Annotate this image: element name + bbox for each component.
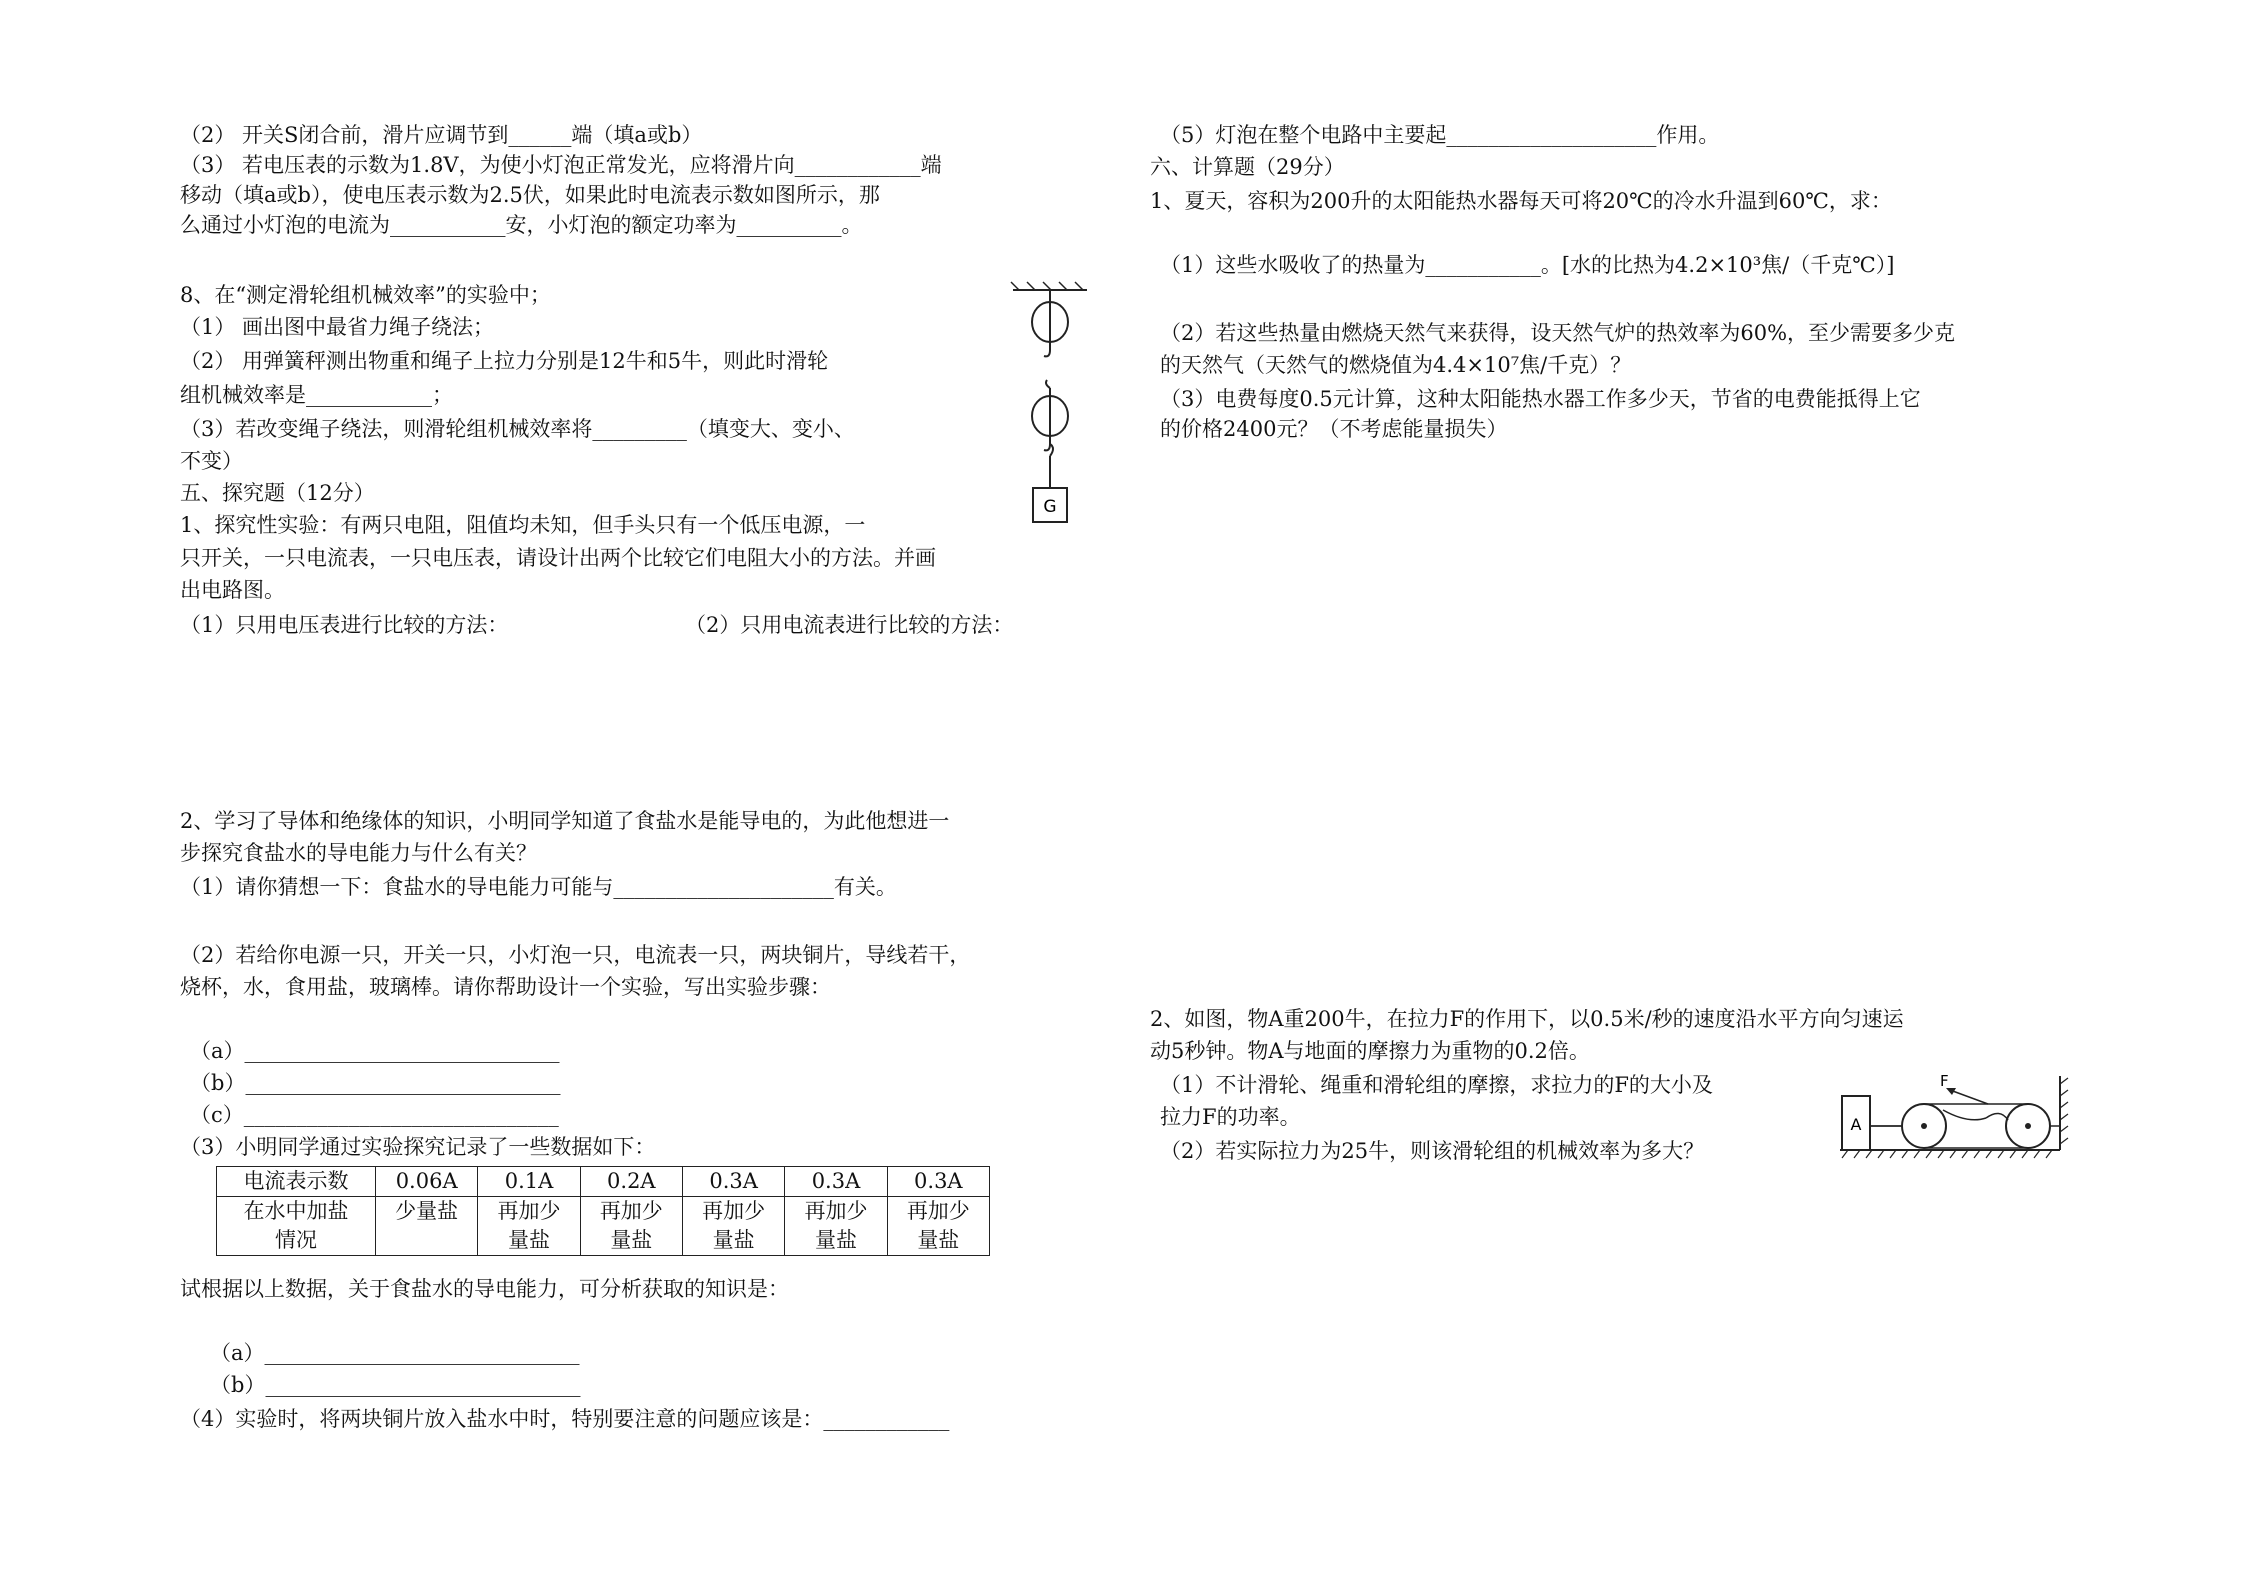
table-cell: 0.2A [580,1167,682,1197]
s5-q2-line1: 2、学习了导体和绝缘体的知识，小明同学知道了食盐水是能导电的，为此他想进一 [180,809,950,833]
step-c: （c）______________________________ [190,1103,559,1127]
block-a-label: A [1850,1115,1862,1134]
q8-1: （1） 画出图中最省力绳子绕法； [180,315,495,339]
step-b: （b）______________________________ [190,1071,561,1095]
q8-3-line1: （3）若改变绳子绕法，则滑轮组机械效率将_________（填变大、变小、 [180,417,855,441]
s5-q2-1: （1）请你猜想一下：食盐水的导电能力可能与_____________________有关。 [180,875,897,899]
s6-q1-3-line2: 的价格2400元？（不考虑能量损失） [1160,417,1508,441]
s6-q2-line2: 动5秒钟。物A与地面的摩擦力为重物的0.2倍。 [1150,1039,1590,1063]
knowledge-b: （b）______________________________ [210,1373,581,1397]
q7-3-line3: 么通过小灯泡的电流为___________安，小灯泡的额定功率为__________。 [180,213,863,237]
s6-q2-2: （2）若实际拉力为25牛，则该滑轮组的机械效率为多大？ [1160,1139,1705,1163]
table-cell: 0.3A [682,1167,784,1197]
table-row [217,1167,990,1197]
q8-3-line2: 不变） [180,449,243,473]
s6-q1: 1、夏天，容积为200升的太阳能热水器每天可将20℃的冷水升温到60℃，求： [1150,189,1892,213]
section-5-title: 五、探究题（12分） [180,481,375,505]
s6-q1-2-line2: 的天然气（天然气的燃烧值为4.4×10⁷焦/千克）？ [1160,353,1632,377]
q8-title: 8、在“测定滑轮组机械效率”的实验中； [180,283,551,307]
table-cell: 0.3A [785,1167,887,1197]
s5-q2-line2: 步探究食盐水的导电能力与什么有关？ [180,841,537,865]
q7-2: （2） 开关S闭合前，滑片应调节到______端（填a或b） [180,123,703,147]
horizontal-pulley-diagram [1838,1068,2078,1168]
s5-q1-line1: 1、探究性实验：有两只电阻，阻值均未知，但手头只有一个低压电源，一 [180,513,866,537]
s6-q2-1-line1: （1）不计滑轮、绳重和滑轮组的摩擦，求拉力的F的大小及 [1160,1073,1713,1097]
table-cell: 再加少 量盐 [478,1197,580,1256]
s6-q2-line1: 2、如图，物A重200牛，在拉力F的作用下，以0.5米/秒的速度沿水平方向匀速运 [1150,1007,1904,1031]
table-cell: 0.3A [887,1167,989,1197]
table-row [217,1197,990,1256]
pulley-system-diagram [1005,280,1095,530]
q7-3-line2: 移动（填a或b），使电压表示数为2.5伏，如果此时电流表示数如图所示，那 [180,183,880,207]
s6-q2-1-line2: 拉力F的功率。 [1160,1105,1301,1129]
q8-2-line2: 组机械效率是____________； [180,383,453,407]
s5-q1-method1: （1）只用电压表进行比较的方法： [180,613,509,637]
step-a: （a）______________________________ [190,1039,560,1063]
s6-q1-2-line1: （2）若这些热量由燃烧天然气来获得，设天然气炉的热效率为60%，至少需要多少克 [1160,321,1956,345]
s6-q1-1: （1）这些水吸收了的热量为___________。[水的比热为4.2×10³焦/（千克℃）] [1160,253,1895,277]
table-cell: 再加少 量盐 [887,1197,989,1256]
s5-q1-line2: 只开关，一只电流表，一只电压表，请设计出两个比较它们电阻大小的方法。并画 [180,546,936,570]
table-cell: 0.1A [478,1167,580,1197]
table-cell: 再加少 量盐 [682,1197,784,1256]
q8-2-line1: （2） 用弹簧秤测出物重和绳子上拉力分别是12牛和5牛，则此时滑轮 [180,349,829,373]
knowledge-a: （a）______________________________ [210,1341,580,1365]
data-table [216,1166,990,1256]
s5-q2-3: （3）小明同学通过实验探究记录了一些数据如下： [180,1135,656,1159]
q7-5: （5）灯泡在整个电路中主要起____________________作用。 [1160,123,1720,147]
s5-q2-2-line1: （2）若给你电源一只，开关一只，小灯泡一只，电流表一只，两块铜片，导线若干， [180,943,971,967]
s6-q1-3-line1: （3）电费每度0.5元计算，这种太阳能热水器工作多少天，节省的电费能抵得上它 [1160,387,1921,411]
table-cell: 再加少 量盐 [785,1197,887,1256]
q7-3-line1: （3） 若电压表的示数为1.8V，为使小灯泡正常发光，应将滑片向____________端 [180,153,942,177]
table-cell: 电流表示数 [217,1167,376,1197]
section-6-title: 六、计算题（29分） [1150,155,1345,179]
weight-label: G [1043,497,1057,517]
table-cell: 在水中加盐 情况 [217,1197,376,1256]
s5-q1-line3: 出电路图。 [180,578,285,602]
s5-q1-method2: （2）只用电流表进行比较的方法： [685,613,1014,637]
table-cell: 0.06A [376,1167,478,1197]
s5-q2-2-line2: 烧杯，水，食用盐，玻璃棒。请你帮助设计一个实验，写出实验步骤： [180,975,831,999]
table-cell: 少量盐 [376,1197,478,1256]
s5-q2-3-prompt: 试根据以上数据，关于食盐水的导电能力，可分析获取的知识是： [180,1277,789,1301]
force-f-label: F [1940,1072,1949,1090]
table-cell: 再加少 量盐 [580,1197,682,1256]
s5-q2-4: （4）实验时，将两块铜片放入盐水中时，特别要注意的问题应该是：____________ [180,1407,950,1431]
